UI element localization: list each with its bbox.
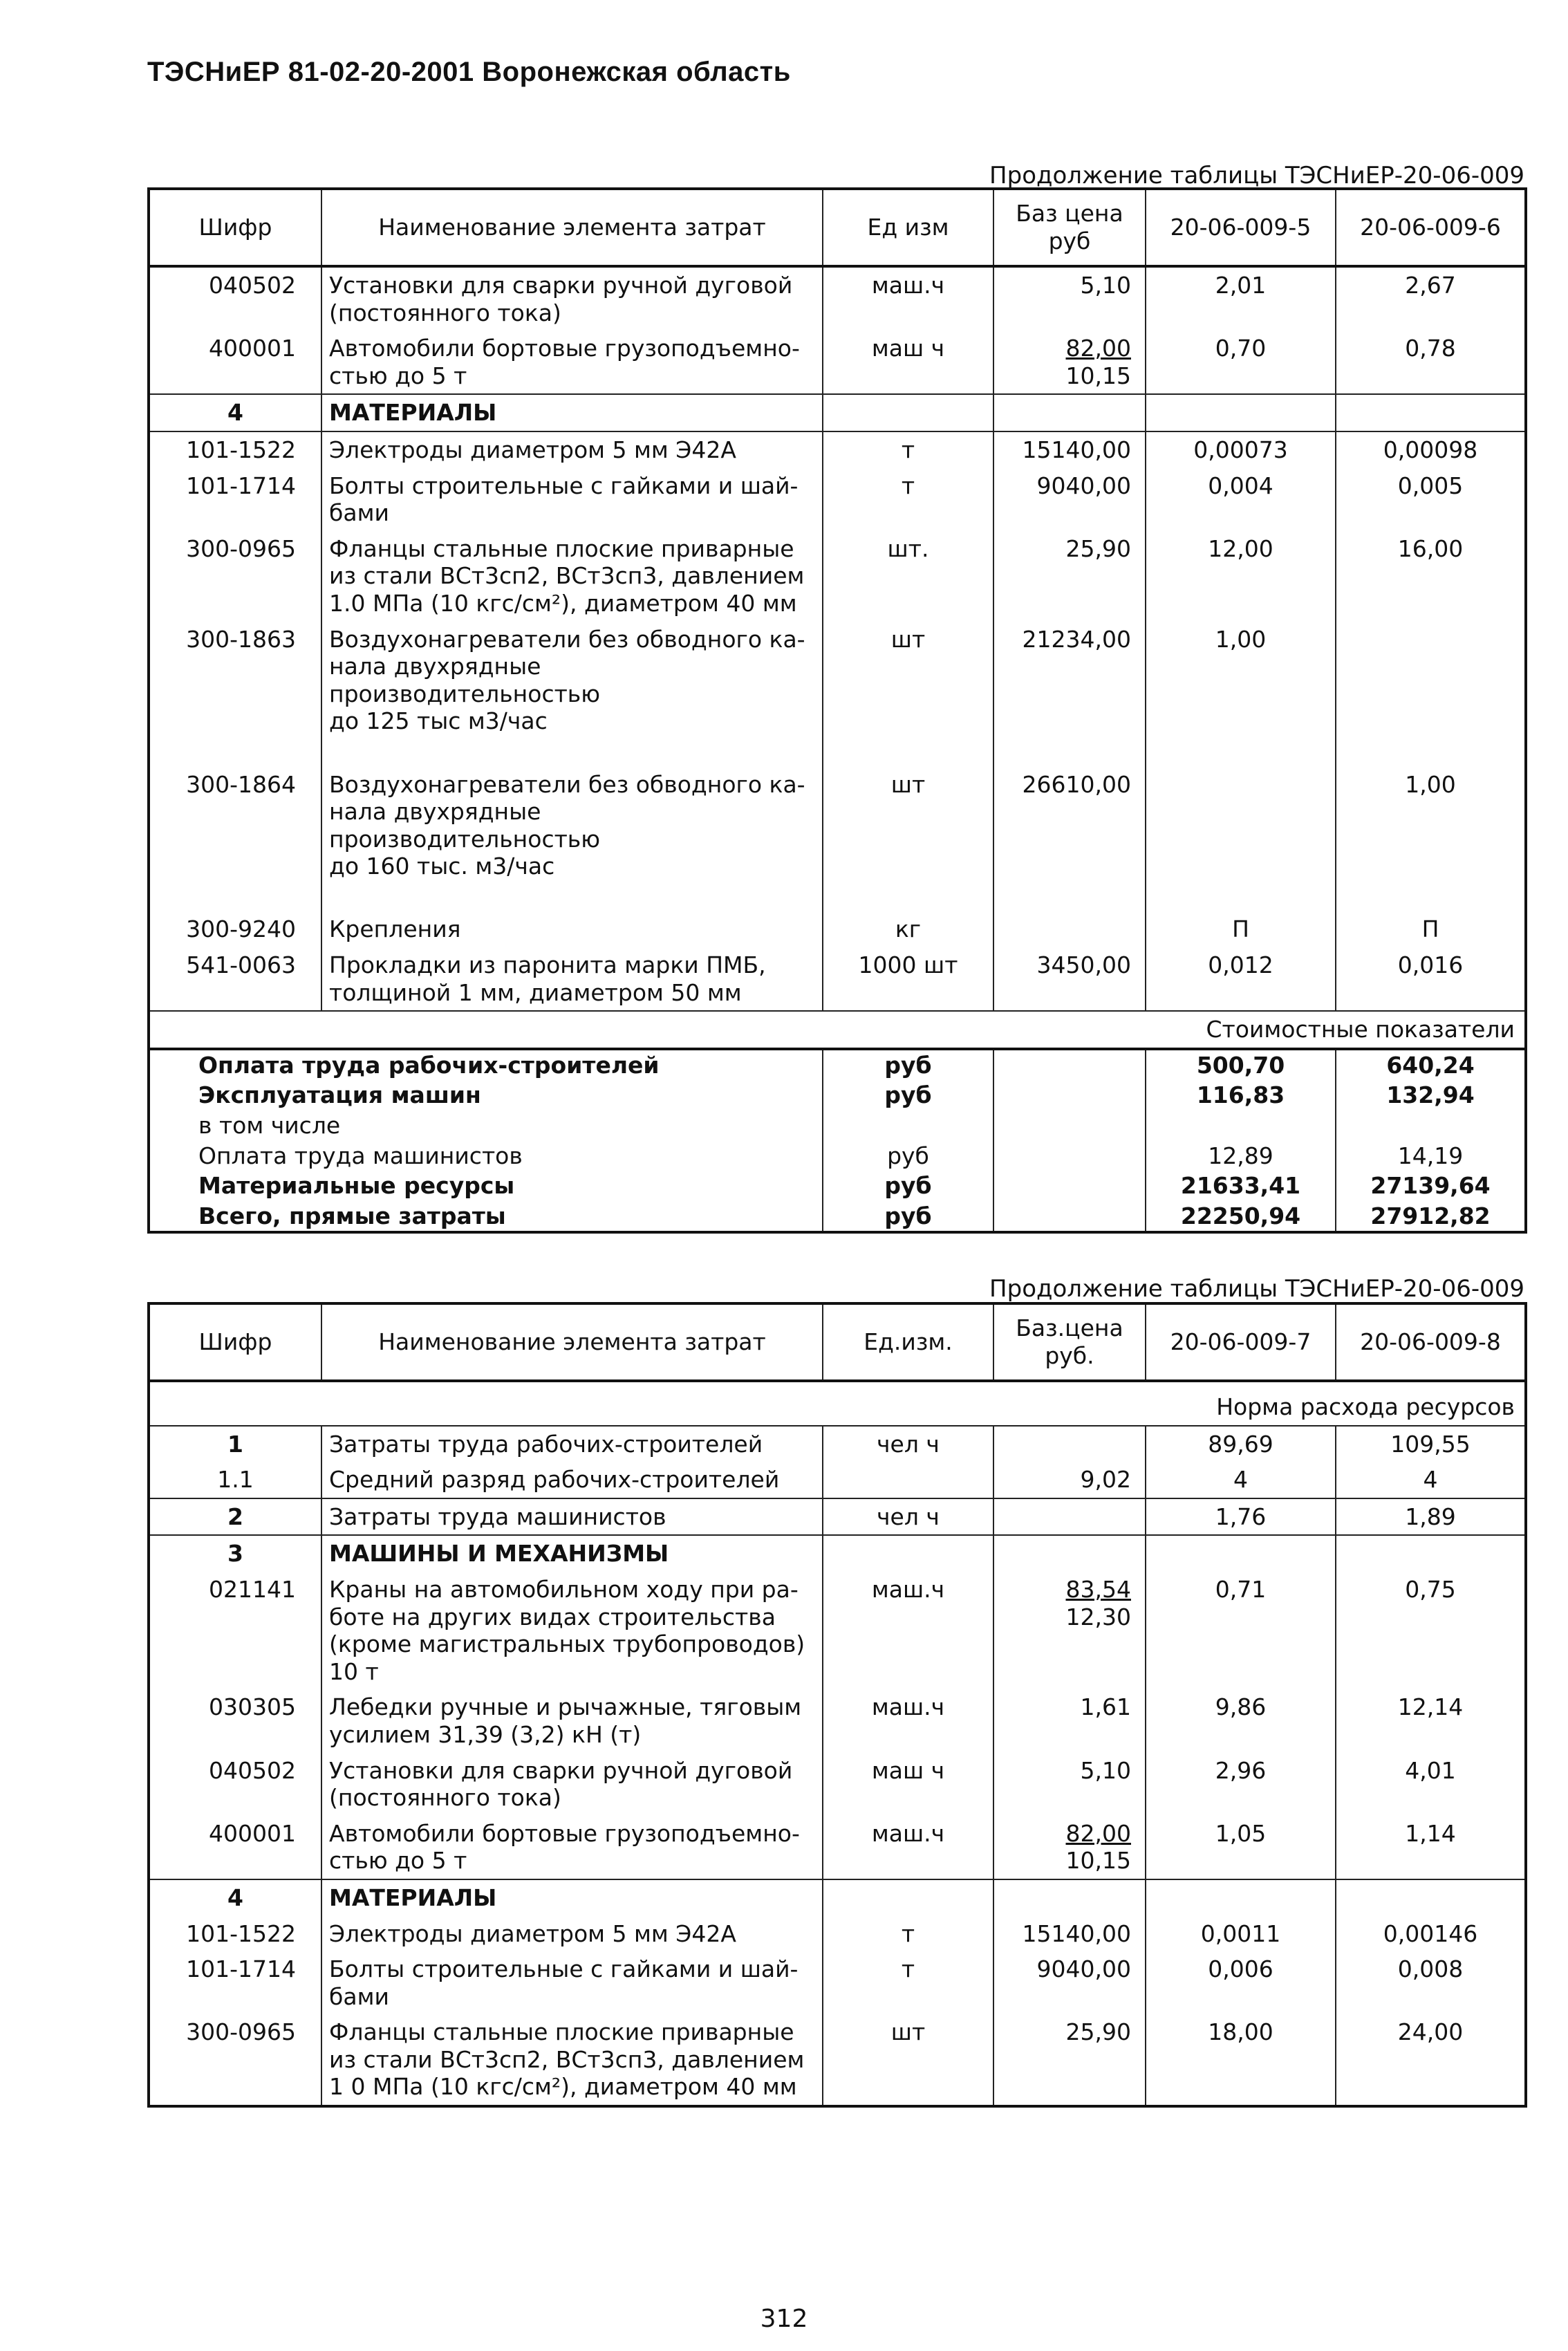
table-row: 1.1 Средний разряд рабочих-строителей 9,02 4 4 bbox=[149, 1462, 1526, 1498]
table-row: 300-1864 Воздухонагреватели без обводного ка- нала двухрядные производительностью до 160 тыс. м3/час шт 26610,00 1,00 bbox=[149, 767, 1526, 912]
table-row: 101-1522 Электроды диаметром 5 мм Э42А т 15140,00 0,0011 0,00146 bbox=[149, 1916, 1526, 1952]
table-row: 400001 Автомобили бортовые грузоподъемно- стью до 5 т маш.ч 82,00 10,15 1,05 1,14 bbox=[149, 1816, 1526, 1879]
col-name-header: Наименование элемента затрат bbox=[321, 189, 823, 266]
cost-row: Всего, прямые затраты руб 22250,94 27912,82 bbox=[149, 1201, 1526, 1233]
cost-band-row bbox=[149, 1011, 1526, 1049]
table-row: 030305 Лебедки ручные и рычажные, тяговым усилием 31,39 (3,2) кН (т) маш.ч 1,61 9,86 12,14 bbox=[149, 1689, 1526, 1752]
col-name-header: Наименование элемента затрат bbox=[321, 1303, 823, 1381]
table-row: 021141 Краны на автомобильном ходу при ра- боте на других видах строительства (кроме магистральных трубопроводов) 10 т маш.ч 83,54 12,30 0,71 0,75 bbox=[149, 1572, 1526, 1689]
col-code-header: Шифр bbox=[149, 1303, 321, 1381]
table-row: 040502 Установки для сварки ручной дуговой (постоянного тока) маш ч 5,10 2,96 4,01 bbox=[149, 1753, 1526, 1816]
cost-row: Материальные ресурсы руб 21633,41 27139,64 bbox=[149, 1171, 1526, 1201]
col-unit-header: Ед изм bbox=[823, 189, 993, 266]
table-caption: Продолжение таблицы ТЭСНиЕР-20-06-009 bbox=[989, 162, 1524, 189]
table-row: 101-1522 Электроды диаметром 5 мм Э42А т 15140,00 0,00073 0,00098 bbox=[149, 431, 1526, 468]
resource-table-2 bbox=[147, 1302, 1527, 2108]
page-number: 312 bbox=[760, 2305, 808, 2333]
table-caption: Продолжение таблицы ТЭСНиЕР-20-06-009 bbox=[989, 1275, 1524, 1303]
table-row: 300-0965 Фланцы стальные плоские приварные из стали ВСт3сп2, ВСт3сп3, давлением 1.0 МПа (10 кгс/см²), диаметром 40 мм шт. 25,90 12,00 16,00 bbox=[149, 531, 1526, 622]
page-header: ТЭСНиЕР 81-02-20-2001 Воронежская область bbox=[147, 57, 791, 87]
col-price-header: Баз.цена руб. bbox=[993, 1303, 1146, 1381]
norm-band-row bbox=[149, 1381, 1526, 1426]
table-row: 300-1863 Воздухонагреватели без обводного ка- нала двухрядные производительностью до 125 тыс м3/час шт 21234,00 1,00 bbox=[149, 622, 1526, 767]
resource-table-1 bbox=[147, 187, 1527, 1234]
col-norm-2-header: 20-06-009-8 bbox=[1336, 1303, 1526, 1381]
table-row: 2 Затраты труда машинистов чел ч 1,76 1,89 bbox=[149, 1498, 1526, 1536]
table-row: 300-0965 Фланцы стальные плоские приварные из стали ВСт3сп2, ВСт3сп3, давлением 1 0 МПа (10 кгс/см²), диаметром 40 мм шт 25,90 18,00 24,00 bbox=[149, 2014, 1526, 2106]
table-header-row bbox=[149, 1303, 1526, 1381]
cost-row: Оплата труда машинистов руб 12,89 14,19 bbox=[149, 1141, 1526, 1171]
table-row: 541-0063 Прокладки из паронита марки ПМБ, толщиной 1 мм, диаметром 50 мм 1000 шт 3450,00 0,012 0,016 bbox=[149, 947, 1526, 1011]
col-norm-2-header: 20-06-009-6 bbox=[1336, 189, 1526, 266]
table-row: 101-1714 Болты строительные с гайками и шай- бами т 9040,00 0,006 0,008 bbox=[149, 1951, 1526, 2014]
cost-band-label: Стоимостные показатели bbox=[149, 1011, 1526, 1049]
section-row-machines: 3 МАШИНЫ И МЕХАНИЗМЫ bbox=[149, 1535, 1526, 1572]
cost-row: Эксплуатация машин руб 116,83 132,94 bbox=[149, 1080, 1526, 1111]
norm-band-label: Норма расхода ресурсов bbox=[1216, 1393, 1515, 1420]
col-norm-1-header: 20-06-009-5 bbox=[1146, 189, 1336, 266]
section-row-materials: 4 МАТЕРИАЛЫ bbox=[149, 394, 1526, 431]
table-row: 300-9240 Крепления кг П П bbox=[149, 911, 1526, 947]
cost-row: в том числе bbox=[149, 1111, 1526, 1141]
table-row: 101-1714 Болты строительные с гайками и шай- бами т 9040,00 0,004 0,005 bbox=[149, 468, 1526, 531]
col-code-header: Шифр bbox=[149, 189, 321, 266]
col-price-header: Баз цена руб bbox=[993, 189, 1146, 266]
col-unit-header: Ед.изм. bbox=[823, 1303, 993, 1381]
cost-row: Оплата труда рабочих-строителей руб 500,70 640,24 bbox=[149, 1049, 1526, 1081]
table-header-row bbox=[149, 189, 1526, 266]
section-row-materials: 4 МАТЕРИАЛЫ bbox=[149, 1879, 1526, 1916]
table-row: 400001 Автомобили бортовые грузоподъемно- стью до 5 т маш ч 82,00 10,15 0,70 0,78 bbox=[149, 331, 1526, 394]
col-norm-1-header: 20-06-009-7 bbox=[1146, 1303, 1336, 1381]
table-row: 040502 Установки для сварки ручной дуговой (постоянного тока) маш.ч 5,10 2,01 2,67 bbox=[149, 266, 1526, 331]
table-row: 1 Затраты труда рабочих-строителей чел ч 89,69 109,55 bbox=[149, 1426, 1526, 1462]
